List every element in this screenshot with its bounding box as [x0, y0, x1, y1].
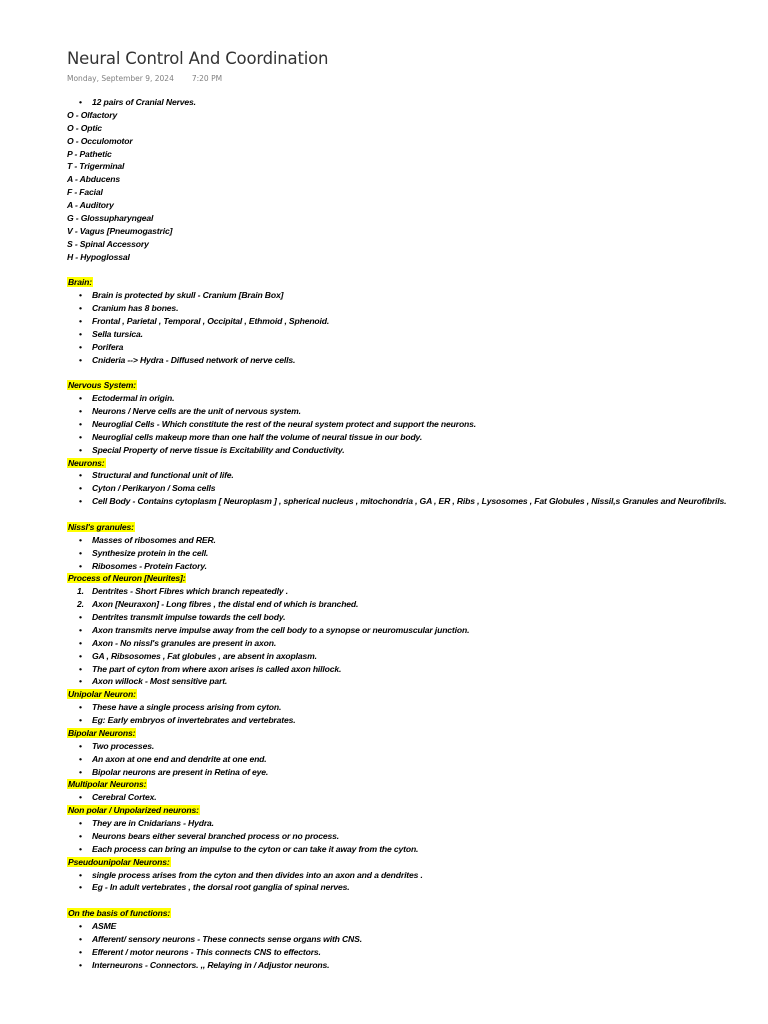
bullet-text: ASME — [92, 921, 117, 931]
bullet-text: Cnideria --> Hydra - Diffused network of nerve cells. — [92, 354, 296, 365]
blank-line — [67, 366, 762, 379]
highlighted-heading: Bipolar Neurons: — [68, 727, 136, 738]
bullet-text: Ribosomes - Protein Factory. — [92, 560, 207, 571]
bullet-item — [67, 302, 762, 315]
highlighted-heading: Pseudounipolar Neurons: — [68, 856, 170, 867]
note-body[interactable] — [67, 96, 762, 972]
highlighted-heading: Nissl's granules: — [68, 521, 134, 532]
bullet-text: Cell Body - Contains cytoplasm [ Neuroplasm ] , spherical nucleus , mitochondria , GA , ER , Ribs , Lysosomes , Fat Globules , Nissil,s Granules and Neurofibrils. — [92, 496, 727, 507]
section-heading — [67, 727, 762, 740]
bullet-item — [67, 547, 762, 560]
text-line — [67, 160, 762, 173]
text-line — [67, 135, 762, 148]
bullet-text: Masses of ribosomes and RER. — [92, 534, 216, 545]
text-line — [67, 148, 762, 161]
bullet-text: Porifera — [92, 341, 124, 352]
bullet-text: Axon willock - Most sensitive part. — [92, 676, 228, 687]
bullet-item — [67, 740, 762, 753]
bullet-item — [67, 881, 762, 894]
text-line — [67, 251, 762, 264]
bullet-text: single process arises from the cyton and then divides into an axon and a dendrites . — [92, 869, 423, 880]
bullet-text: Frontal , Parietal , Temporal , Occipital , Ethmoid , Sphenoid. — [92, 315, 330, 326]
bullet-text: Neurons bears either several branched process or no process. — [92, 830, 340, 841]
line-text: P - Pathetic — [67, 148, 112, 159]
numbered-text: Dentrites - Short Fibres which branch repeatedly . — [92, 586, 288, 597]
line-text: A - Abducens — [67, 174, 120, 185]
bullet-item — [67, 650, 762, 663]
bullet-item — [67, 869, 762, 882]
bullet-item — [67, 354, 762, 367]
bullet-item — [67, 663, 762, 676]
section-heading — [67, 457, 762, 470]
bullet-text: Interneurons - Connectors. ,, Relaying in / Adjustor neurons. — [92, 959, 330, 970]
bullet-item — [67, 534, 762, 547]
highlighted-heading: Neurons: — [68, 457, 105, 468]
bullet-item — [67, 920, 762, 933]
bullet-item — [67, 959, 762, 972]
bullet-text: These have a single process arising from cyton. — [92, 702, 282, 713]
bullet-text: Sella tursica. — [92, 328, 143, 339]
bullet-text: An axon at one end and dendrite at one end. — [92, 753, 267, 764]
line-text: G - Glossupharyngeal — [67, 212, 154, 223]
text-line — [67, 173, 762, 186]
bullet-item — [67, 637, 762, 650]
bullet-item — [67, 315, 762, 328]
bullet-item — [67, 753, 762, 766]
section-heading — [67, 379, 762, 392]
text-line — [67, 225, 762, 238]
line-text: T - Trigerminal — [67, 161, 125, 172]
bullet-text: Cranium has 8 bones. — [92, 303, 179, 313]
bullet-text: Axon - No nissl's granules are present in axon. — [92, 637, 277, 648]
bullet-item — [67, 624, 762, 637]
highlighted-heading: Multipolar Neurons: — [68, 779, 147, 790]
bullet-text: Eg - In adult vertebrates , the dorsal root ganglia of spinal nerves. — [92, 882, 350, 893]
section-heading — [67, 572, 762, 585]
highlighted-heading: On the basis of functions: — [68, 908, 171, 919]
text-line — [67, 122, 762, 135]
text-line — [67, 109, 762, 122]
line-text: F - Facial — [67, 187, 103, 198]
note-timestamp — [67, 73, 762, 85]
text-line — [67, 186, 762, 199]
bullet-text: Each process can bring an impulse to the cyton or can take it away from the cyton. — [92, 843, 419, 854]
section-heading — [67, 804, 762, 817]
bullet-text: Axon transmits nerve impulse away from the cell body to a synopse or neuromuscular junction. — [92, 624, 470, 635]
item-number: 1. — [77, 586, 84, 597]
numbered-item — [67, 585, 762, 598]
numbered-text: Axon [Neuraxon] - Long fibres , the distal end of which is branched. — [92, 599, 359, 610]
bullet-text: Synthesize protein in the cell. — [92, 547, 209, 558]
highlighted-heading: Process of Neuron [Neurites]: — [68, 573, 186, 584]
bullet-item — [67, 444, 762, 457]
bullet-text: Cerebral Cortex. — [92, 792, 157, 803]
bullet-text: Structural and functional unit of life. — [92, 470, 234, 481]
bullet-item — [67, 418, 762, 431]
bullet-text: Two processes. — [92, 740, 155, 751]
bullet-item — [67, 766, 762, 779]
section-heading — [67, 276, 762, 289]
bullet-text: Bipolar neurons are present in Retina of eye. — [92, 766, 269, 777]
section-heading — [67, 856, 762, 869]
highlighted-heading: Unipolar Neuron: — [68, 689, 136, 700]
note-time: 7:20 PM — [191, 74, 223, 83]
bullet-text: Eg: Early embryos of invertebrates and vertebrates. — [92, 715, 296, 725]
blank-line — [67, 263, 762, 276]
bullet-item — [67, 328, 762, 341]
bullet-text: Cyton / Perikaryon / Soma cells — [92, 483, 216, 494]
line-text: A - Auditory — [67, 200, 114, 210]
bullet-item — [67, 933, 762, 946]
bullet-text: Ectodermal in origin. — [92, 393, 175, 404]
text-line — [67, 212, 762, 225]
bullet-item — [67, 714, 762, 727]
bullet-item — [67, 817, 762, 830]
bullet-text: Neuroglial Cells - Which constitute the rest of the neural system protect and support the neurons. — [92, 418, 477, 429]
highlighted-heading: Brain: — [68, 277, 92, 288]
bullet-item — [67, 701, 762, 714]
page-title: Neural Control And Coordination — [67, 49, 329, 68]
bullet-item — [67, 946, 762, 959]
bullet-text: GA , Ribsosomes , Fat globules , are absent in axoplasm. — [92, 650, 317, 661]
bullet-item — [67, 560, 762, 573]
bullet-item — [67, 843, 762, 856]
item-number: 2. — [77, 599, 84, 610]
bullet-text: Neurons / Nerve cells are the unit of nervous system. — [92, 406, 301, 416]
bullet-item — [67, 611, 762, 624]
bullet-text: Neuroglial cells makeup more than one half the volume of neural tissue in our body. — [92, 431, 423, 442]
bullet-text: Efferent / motor neurons - This connects CNS to effectors. — [92, 946, 321, 957]
bullet-item — [67, 405, 762, 418]
bullet-item — [67, 392, 762, 405]
note-page — [67, 48, 762, 972]
bullet-item — [67, 482, 762, 495]
line-text: V - Vagus [Pneumogastric] — [67, 225, 173, 236]
bullet-item — [67, 96, 762, 109]
numbered-item — [67, 598, 762, 611]
bullet-text: Brain is protected by skull - Cranium [Brain Box] — [92, 290, 284, 301]
text-line — [67, 238, 762, 251]
highlighted-heading: Nervous System: — [68, 380, 136, 391]
bullet-item — [67, 495, 762, 508]
bullet-text: Dentrites transmit impulse towards the cell body. — [92, 612, 286, 622]
section-heading — [67, 907, 762, 920]
note-date: Monday, September 9, 2024 — [67, 74, 174, 83]
bullet-item — [67, 675, 762, 688]
bullet-text: 12 pairs of Cranial Nerves. — [92, 97, 196, 107]
blank-line — [67, 508, 762, 521]
line-text: O - Occulomotor — [67, 135, 133, 146]
line-text: O - Optic — [67, 122, 102, 133]
blank-line — [67, 894, 762, 907]
bullet-item — [67, 431, 762, 444]
line-text: O - Olfactory — [67, 109, 118, 120]
section-heading — [67, 521, 762, 534]
bullet-item — [67, 830, 762, 843]
bullet-item — [67, 469, 762, 482]
section-heading — [67, 778, 762, 791]
line-text: S - Spinal Accessory — [67, 238, 149, 249]
bullet-item — [67, 341, 762, 354]
highlighted-heading: Non polar / Unpolarized neurons: — [68, 805, 199, 816]
line-text: H - Hypoglossal — [67, 251, 130, 262]
section-heading — [67, 688, 762, 701]
bullet-text: They are in Cnidarians - Hydra. — [92, 818, 214, 828]
bullet-text: Special Property of nerve tissue is Excitability and Conductivity. — [92, 444, 345, 455]
bullet-text: The part of cyton from where axon arises is called axon hillock. — [92, 663, 342, 674]
text-line — [67, 199, 762, 212]
bullet-text: Afferent/ sensory neurons - These connects sense organs with CNS. — [92, 933, 362, 944]
bullet-item — [67, 289, 762, 302]
bullet-item — [67, 791, 762, 804]
